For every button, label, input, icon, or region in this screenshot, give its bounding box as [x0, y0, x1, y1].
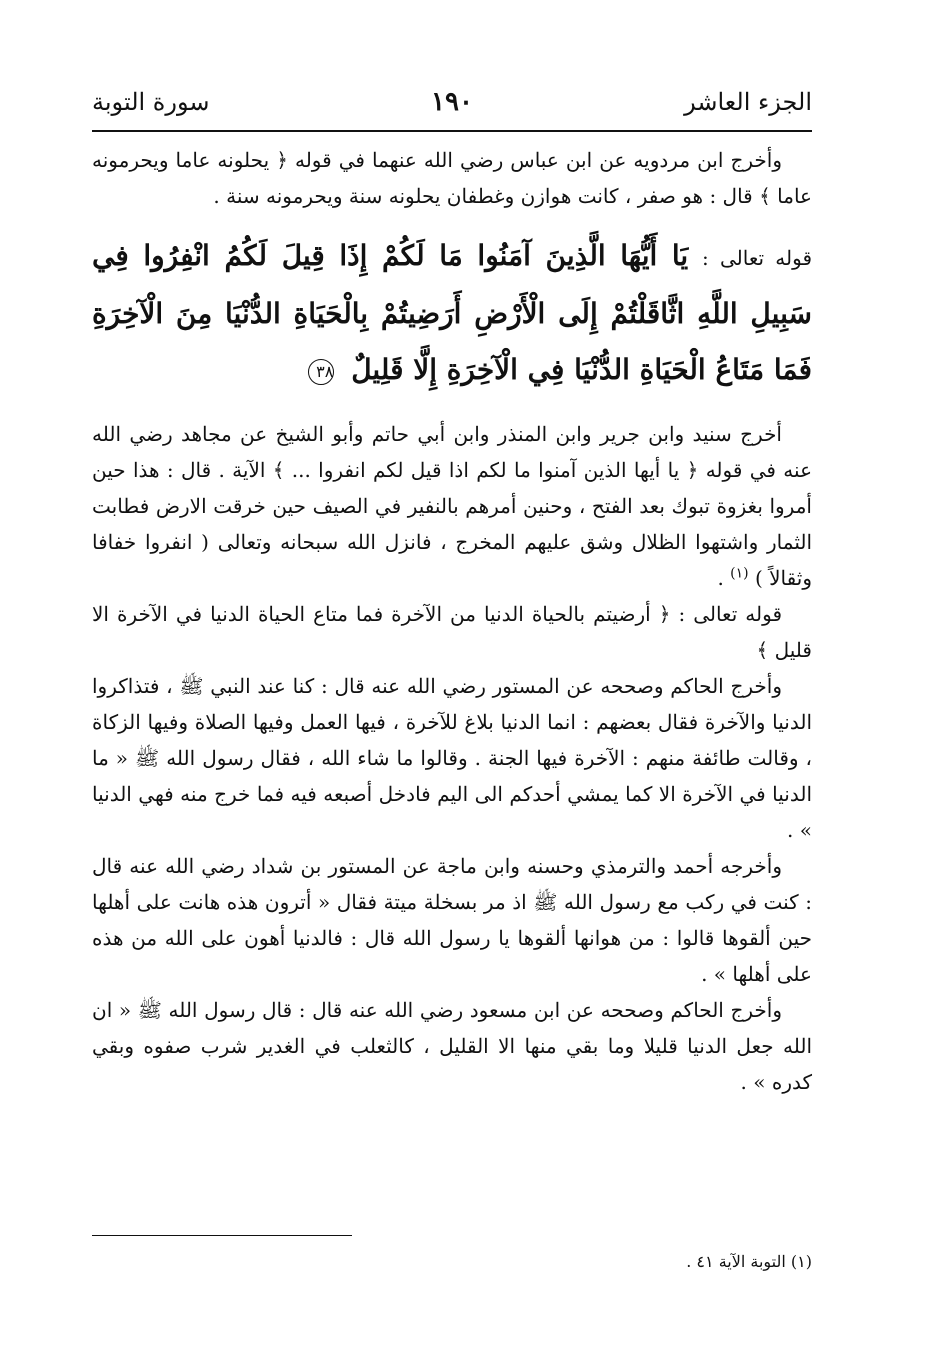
footnote-area [92, 1235, 812, 1274]
ayah-number-marker: ٣٨ [308, 359, 334, 385]
book-page [92, 80, 813, 1271]
header-divider [92, 130, 812, 132]
footnote-reference: (١) [730, 565, 749, 582]
paragraph-sunaid-end: . [717, 566, 731, 590]
quran-verse-block [92, 228, 812, 398]
paragraph-hakim-mustawrid: وأخرج الحاكم وصححه عن المستور رضي الله عنه قال : كنا عند النبي ﷺ ، فتذاكروا الدنيا والآخرة فقال بعضهم : انما الدنيا بلاغ للآخرة ، فيها العمل وفيها الصلاة وفيها الزكاة ، وقالت طائفة منهم : الآخرة فيها الجنة . وقالوا ما شاء الله ، فقال رسول الله ﷺ « ما الدنيا في الآخرة الا كما يمشي أحدكم الى اليم فادخل أصبعه فيه فما خرج منه فهي الدنيا » . [92, 674, 812, 842]
part-title: الجزء العاشر [684, 88, 812, 116]
footnote-divider [92, 1235, 352, 1236]
verse-intro: قوله تعالى : [702, 246, 813, 270]
verse-text: يَا أَيُّهَا الَّذِينَ آمَنُوا مَا لَكُمْ إِذَا قِيلَ لَكُمُ انْفِرُوا فِي سَبِيلِ اللَّهِ اثَّاقَلْتُمْ إِلَى الْأَرْضِ أَرَضِيتُمْ بِالْحَيَاةِ الدُّنْيَا مِنَ الْآخِرَةِ فَمَا مَتَاعُ الْحَيَاةِ الدُّنْيَا فِي الْآخِرَةِ إِلَّا قَلِيلٌ [92, 239, 812, 386]
paragraph-sunaid-text: أخرج سنيد وابن جرير وابن المنذر وابن أبي حاتم وأبو الشيخ عن مجاهد رضي الله عنه في قوله ﴿ يا أيها الذين آمنوا ما لكم اذا قيل لكم انفروا ... ﴾ الآية . قال : هذا حين أمروا بغزوة تبوك بعد الفتح ، وحنين أمرهم بالنفير في الصيف حين خرقت الارض فطابت الثمار واشتهوا الظلال وشق عليهم المخرج ، فانزل الله سبحانه وتعالى ( انفروا خفافا وثقالاً ) [92, 422, 812, 590]
paragraph-verse-quote: قوله تعالى : ﴿ أرضيتم بالحياة الدنيا من الآخرة فما متاع الحياة الدنيا في الآخرة الا قليل ﴾ [92, 602, 812, 662]
page-header [92, 80, 812, 124]
surah-title: سورة التوبة [92, 88, 210, 116]
page-body [92, 142, 812, 1100]
paragraph-sunaid [92, 416, 812, 596]
paragraph-ahmad-tirmidhi: وأخرجه أحمد والترمذي وحسنه وابن ماجة عن المستور بن شداد رضي الله عنه قال : كنت في ركب مع رسول الله ﷺ اذ مر بسخلة ميتة فقال « أترون هذه هانت على أهلها حين ألقوها قالوا : من هوانها ألقوها يا رسول الله قال : فالدنيا أهون على الله من هذه على أهلها » . [92, 854, 812, 986]
page-number: ١٩٠ [431, 87, 473, 117]
paragraph-ibn-mardawayh: وأخرج ابن مردويه عن ابن عباس رضي الله عنهما في قوله ﴿ يحلونه عاما ويحرمونه عاما ﴾ قال : هو صفر ، كانت هوازن وغطفان يحلونه سنة ويحرمونه سنة . [92, 148, 812, 208]
paragraph-hakim-ibn-masud: وأخرج الحاكم وصححه عن ابن مسعود رضي الله عنه قال : قال رسول الله ﷺ « ان الله جعل الدنيا قليلا وما بقي منها الا القليل ، كالثعلب في الغدير شرب صفوه وبقي كدره » . [92, 998, 812, 1094]
footnote-text: (١) التوبة الآية ٤١ . [686, 1252, 812, 1271]
